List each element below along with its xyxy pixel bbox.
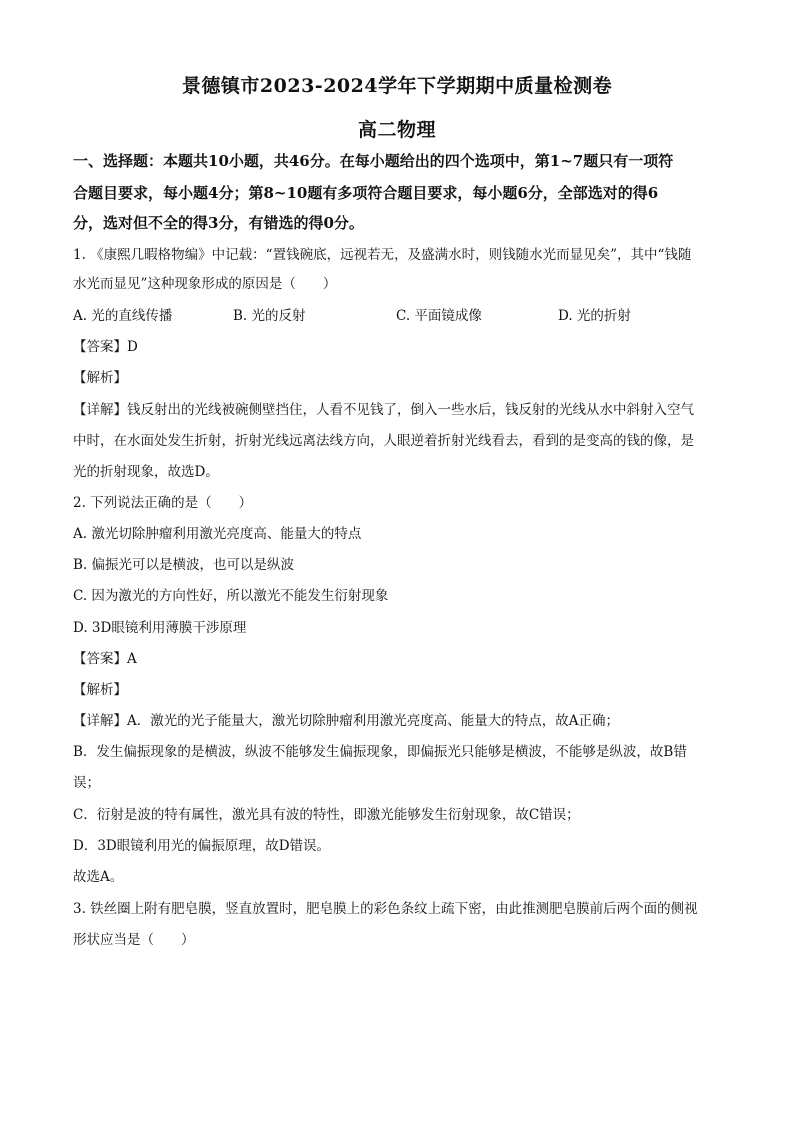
q2-detail-line: C．衍射是波的特有属性，激光具有波的特性，即激光能够发生衍射现象，故C错误； (73, 807, 580, 823)
q1-analysis-label: 【解析】 (73, 370, 127, 386)
document-title: 景德镇市2023-2024学年下学期期中质量检测卷 (181, 75, 613, 97)
q3-stem-line: 形状应当是（ ） (73, 932, 195, 948)
q1-detail-line: 中时，在水面处发生折射，折射光线远离法线方向，人眼逆着折射光线看去，看到的是变高的钱的像，是 (73, 433, 694, 449)
q3-stem-line: 3. 铁丝圈上附有肥皂膜，竖直放置时，肥皂膜上的彩色条纹上疏下密，由此推测肥皂膜前后两个面的侧视 (73, 901, 698, 917)
q1-detail-line: 光的折射现象，故选D。 (73, 464, 219, 480)
q1-stem-line: 水光而显见”这种现象形成的原因是（ ） (73, 276, 337, 292)
section-instructions-line: 一、选择题：本题共10小题，共46分。在每小题给出的四个选项中，第1~7题只有一项符 (73, 152, 674, 170)
q1-stem-line: 1. 《康熙几暇格物编》中记载：“置钱碗底，远视若无，及盛满水时，则钱随水光而显见矣”，其中“钱随 (73, 247, 692, 263)
q2-detail-line: 误； (73, 775, 100, 791)
section-instructions-line: 分，选对但不全的得3分，有错选的得0分。 (73, 214, 364, 232)
q2-option-b: B. 偏振光可以是横波，也可以是纵波 (73, 557, 295, 573)
q2-analysis-label: 【解析】 (73, 682, 127, 698)
q2-detail-line: 故选A。 (73, 869, 124, 885)
q2-option-a: A. 激光切除肿瘤利用激光亮度高、能量大的特点 (73, 526, 362, 542)
q1-option-b: B. 光的反射 (233, 308, 306, 324)
q2-option-d: D. 3D眼镜利用薄膜干涉原理 (73, 620, 247, 636)
q2-option-c: C. 因为激光的方向性好，所以激光不能发生衍射现象 (73, 588, 389, 604)
q1-options (73, 307, 723, 325)
q1-option-d: D. 光的折射 (558, 308, 631, 324)
q2-answer: 【答案】A (73, 651, 137, 667)
q1-detail-line: 【详解】钱反射出的光线被碗侧壁挡住，人看不见钱了，倒入一些水后，钱反射的光线从水中斜射入空气 (73, 402, 694, 418)
q2-stem: 2. 下列说法正确的是（ ） (73, 495, 253, 511)
document-subtitle: 高二物理 (357, 119, 436, 141)
section-instructions-line: 合题目要求，每小题4分；第8~10题有多项符合题目要求，每小题6分，全部选对的得6 (73, 184, 659, 202)
q1-option-c: C. 平面镜成像 (396, 308, 482, 324)
q2-detail-line: D．3D眼镜利用光的偏振原理，故D错误。 (73, 838, 331, 854)
q2-detail-line: B．发生偏振现象的是横波，纵波不能够发生偏振现象，即偏振光只能够是横波，不能够是纵波，故B错 (73, 744, 687, 760)
q1-option-a: A. 光的直线传播 (73, 308, 173, 324)
q2-detail-line: 【详解】A．激光的光子能量大，激光切除肿瘤利用激光亮度高、能量大的特点，故A正确； (73, 713, 619, 729)
q1-answer: 【答案】D (73, 339, 138, 355)
